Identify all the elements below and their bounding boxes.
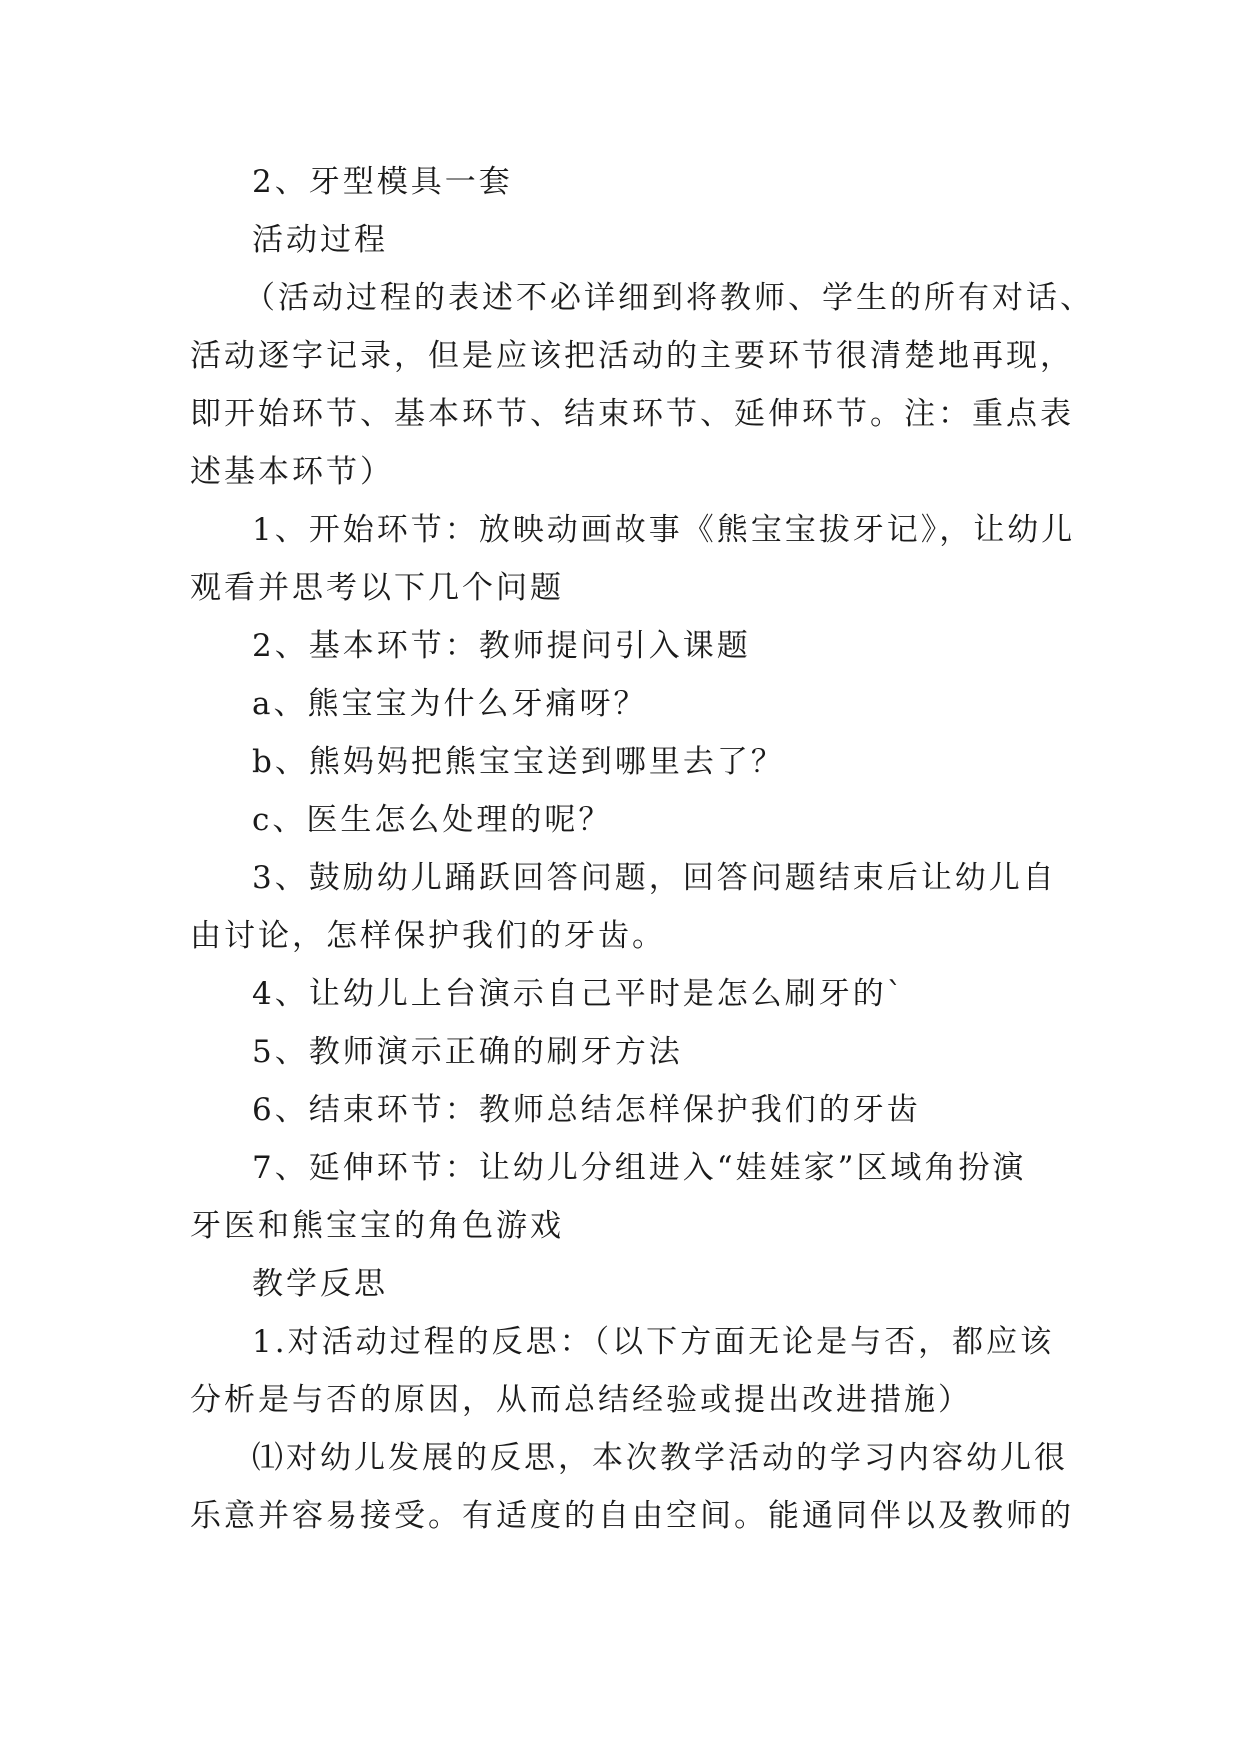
text-line-16: 5、教师演示正确的刷牙方法	[252, 1034, 683, 1070]
text-line-3: （活动过程的表述不必详细到将教师、学生的所有对话、	[244, 280, 1094, 316]
text-line-15: 4、让幼儿上台演示自己平时是怎么刷牙的`	[252, 976, 906, 1012]
text-line-6: 述基本环节）	[190, 454, 394, 490]
text-line-7: 1、开始环节：放映动画故事《熊宝宝拔牙记》，让幼儿	[252, 512, 1076, 548]
text-line-4: 活动逐字记录，但是应该把活动的主要环节很清楚地再现，	[190, 338, 1074, 374]
text-line-10: a、熊宝宝为什么牙痛呀？	[252, 686, 648, 722]
text-line-9: 2、基本环节：教师提问引入课题	[252, 628, 751, 664]
text-line-21: 1.对活动过程的反思：（以下方面无论是与否，都应该	[252, 1324, 1055, 1360]
text-line-24: 乐意并容易接受。有适度的自由空间。能通同伴以及教师的	[190, 1498, 1074, 1534]
text-line-14: 由讨论，怎样保护我们的牙齿。	[190, 918, 666, 954]
text-line-5: 即开始环节、基本环节、结束环节、延伸环节。注：重点表	[190, 396, 1074, 432]
text-line-12: c、医生怎么处理的呢？	[252, 802, 613, 838]
text-line-13: 3、鼓励幼儿踊跃回答问题，回答问题结束后让幼儿自	[252, 860, 1057, 896]
text-line-18: 7、延伸环节：让幼儿分组进入“娃娃家”区域角扮演	[252, 1150, 1027, 1186]
text-line-22: 分析是与否的原因，从而总结经验或提出改进措施）	[190, 1382, 972, 1418]
text-line-19: 牙医和熊宝宝的角色游戏	[190, 1208, 564, 1244]
text-line-11: b、熊妈妈把熊宝宝送到哪里去了？	[252, 744, 785, 780]
section-heading-activity-process: 活动过程	[252, 222, 388, 258]
text-line-23: ⑴对幼儿发展的反思，本次教学活动的学习内容幼儿很	[252, 1440, 1068, 1476]
text-line-17: 6、结束环节：教师总结怎样保护我们的牙齿	[252, 1092, 921, 1128]
text-line-8: 观看并思考以下几个问题	[190, 570, 564, 606]
section-heading-teaching-reflection: 教学反思	[252, 1266, 388, 1302]
text-line-1: 2、牙型模具一套	[252, 164, 513, 200]
